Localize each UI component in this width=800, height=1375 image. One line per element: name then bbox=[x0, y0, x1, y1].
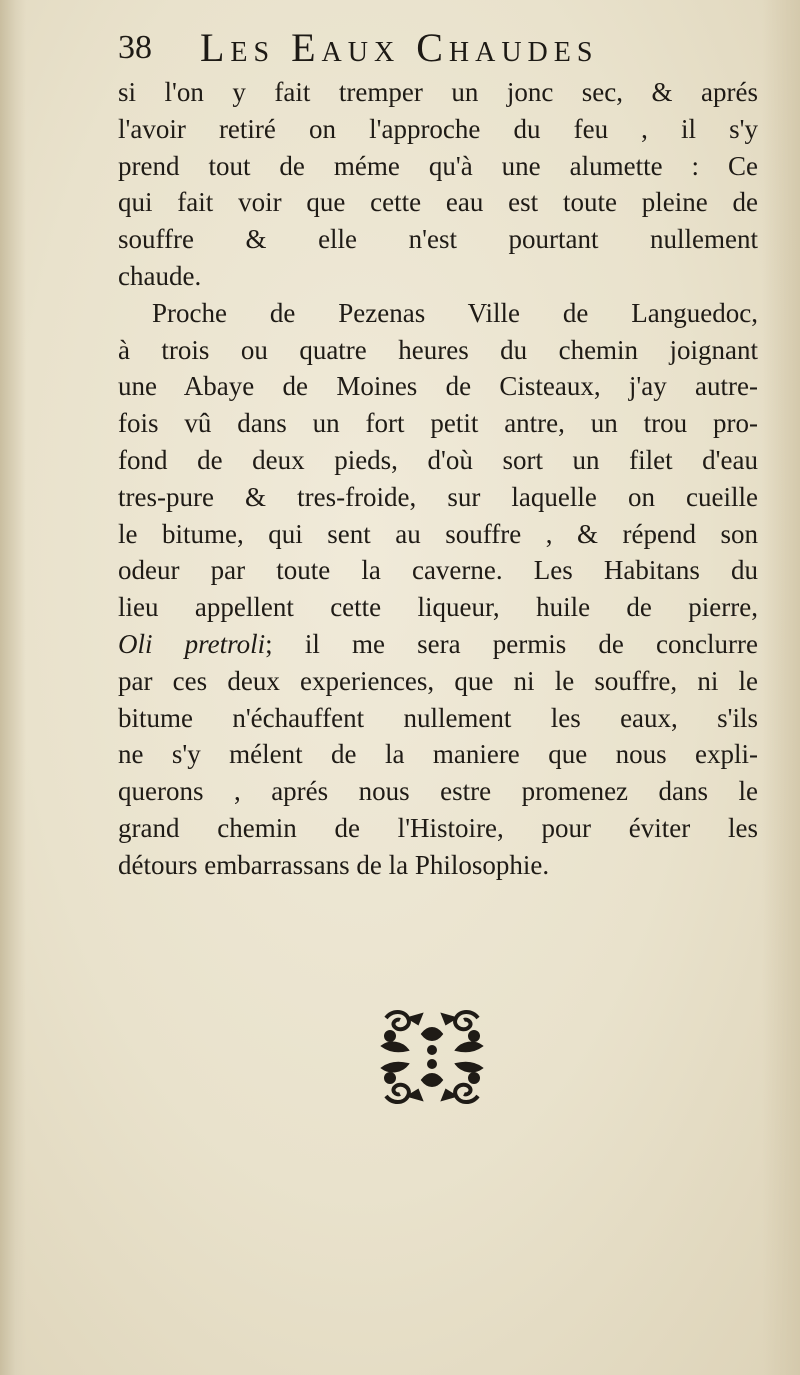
text-line: bitume n'échauffent nullement les eaux, s'ils bbox=[118, 702, 758, 733]
text-line: ne s'y mélent de la maniere que nous expli- bbox=[118, 739, 758, 770]
text-line: Proche de Pezenas Ville de Languedoc, bbox=[152, 297, 758, 328]
text-line: lieu appellent cette liqueur, huile de pierre, bbox=[118, 592, 758, 623]
text-line: si l'on y fait tremper un jonc sec, & aprés bbox=[118, 77, 758, 107]
italic-phrase: Oli pretroli bbox=[118, 628, 266, 659]
body-text bbox=[118, 74, 758, 884]
page-header bbox=[118, 26, 708, 74]
text-line: odeur par toute la caverne. Les Habitans du bbox=[118, 555, 758, 586]
text-line: fois vû dans un fort petit antre, un trou pro- bbox=[118, 408, 758, 439]
text-line: chaude. bbox=[118, 260, 202, 291]
text-line: à trois ou quatre heures du chemin joignant bbox=[118, 334, 758, 365]
running-title: Les Eaux Chaudes bbox=[200, 25, 599, 70]
text-fragment: ; il me sera permis de conclurre bbox=[265, 628, 758, 659]
text-line: une Abaye de Moines de Cisteaux, j'ay autre- bbox=[118, 371, 758, 402]
text-line: fond de deux pieds, d'où sort un filet d'eau bbox=[118, 444, 758, 475]
text-line: souffre & elle n'est pourtant nullement bbox=[118, 224, 758, 255]
text-line-with-italic bbox=[118, 626, 758, 663]
text-line: le bitume, qui sent au souffre , & répend son bbox=[118, 518, 758, 549]
text-line: prend tout de méme qu'à une alumette : Ce bbox=[118, 150, 758, 181]
text-line: détours embarrassans de la Philosophie. bbox=[118, 849, 550, 880]
text-line: querons , aprés nous estre promenez dans le bbox=[118, 776, 758, 807]
text-line: l'avoir retiré on l'approche du feu , il s'y bbox=[118, 113, 758, 144]
text-line: grand chemin de l'Histoire, pour éviter les bbox=[118, 812, 758, 843]
text-line: tres-pure & tres-froide, sur laquelle on cueille bbox=[118, 481, 758, 512]
fleuron-ornament-icon bbox=[378, 1006, 486, 1108]
text-line: qui fait voir que cette eau est toute pleine de bbox=[118, 187, 758, 218]
page-number: 38 bbox=[118, 29, 152, 66]
text-line: par ces deux experiences, que ni le souffre, ni le bbox=[118, 665, 758, 696]
page-gutter bbox=[0, 0, 26, 1375]
page-edge bbox=[762, 0, 800, 1375]
